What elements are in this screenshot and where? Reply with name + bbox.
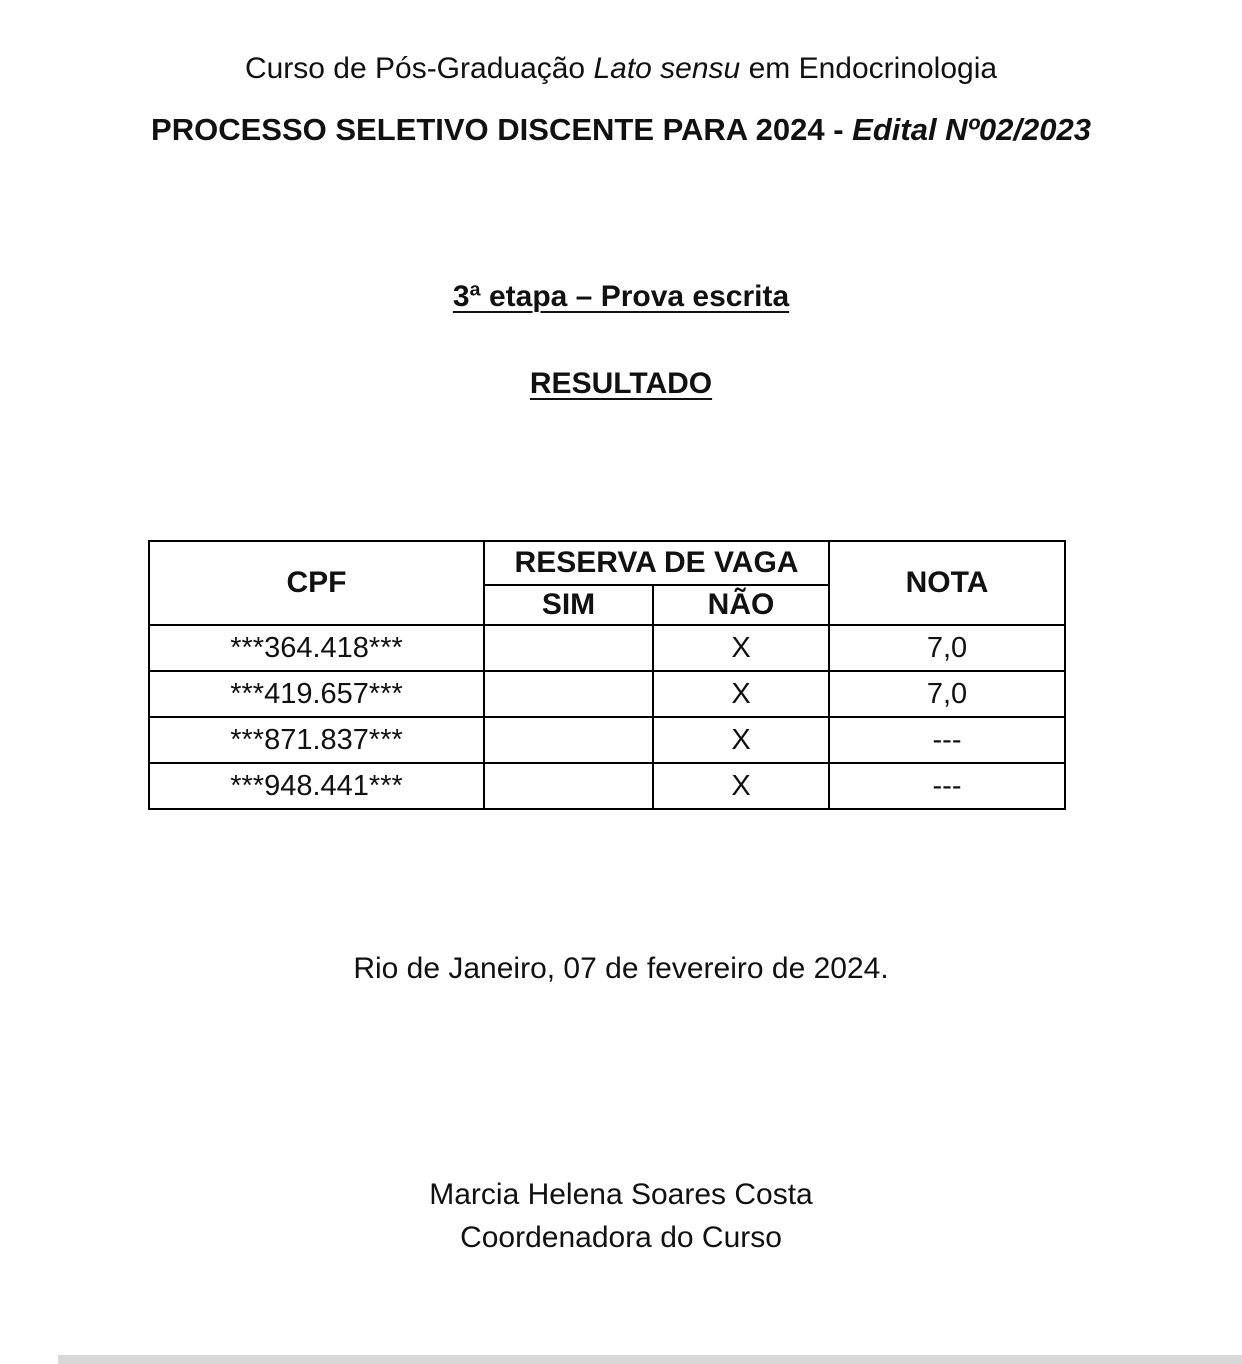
table-row	[149, 717, 1065, 763]
nota-cell: ---	[829, 717, 1065, 763]
process-subtitle	[0, 112, 1242, 148]
table-row	[149, 671, 1065, 717]
nota-cell: ---	[829, 763, 1065, 809]
bottom-scan-edge	[58, 1355, 1242, 1364]
signature-role: Coordenadora do Curso	[460, 1221, 782, 1254]
nao-cell: X	[653, 671, 829, 717]
results-table	[148, 540, 1066, 810]
nao-cell: X	[653, 625, 829, 671]
stage-heading: 3ª etapa – Prova escrita	[452, 280, 790, 313]
sim-cell	[484, 763, 653, 809]
cpf-cell: ***871.837***	[149, 717, 484, 763]
table-row	[149, 763, 1065, 809]
col-header-reserva-de-vaga: RESERVA DE VAGA	[484, 541, 829, 585]
sim-cell	[484, 671, 653, 717]
nao-cell: X	[653, 717, 829, 763]
process-subtitle-prefix: PROCESSO SELETIVO DISCENTE PARA 2024 -	[151, 112, 853, 147]
cpf-cell: ***419.657***	[149, 671, 484, 717]
process-subtitle-edital: Edital Nº02/2023	[852, 112, 1091, 147]
col-header-cpf: CPF	[149, 541, 484, 625]
col-header-sim: SIM	[484, 585, 653, 625]
date-line: Rio de Janeiro, 07 de fevereiro de 2024.	[353, 952, 889, 985]
result-heading: RESULTADO	[529, 367, 713, 400]
course-title-italic: Lato sensu	[593, 52, 741, 85]
course-title-prefix: Curso de Pós-Graduação	[244, 52, 594, 85]
nao-cell: X	[653, 763, 829, 809]
sim-cell	[484, 625, 653, 671]
course-title-suffix: em Endocrinologia	[740, 52, 998, 85]
cpf-cell: ***948.441***	[149, 763, 484, 809]
col-header-nao: NÃO	[653, 585, 829, 625]
course-title	[0, 52, 1242, 86]
table-row	[149, 625, 1065, 671]
sim-cell	[484, 717, 653, 763]
nota-cell: 7,0	[829, 671, 1065, 717]
signature-name: Marcia Helena Soares Costa	[429, 1178, 813, 1211]
col-header-nota: NOTA	[829, 541, 1065, 625]
cpf-cell: ***364.418***	[149, 625, 484, 671]
nota-cell: 7,0	[829, 625, 1065, 671]
